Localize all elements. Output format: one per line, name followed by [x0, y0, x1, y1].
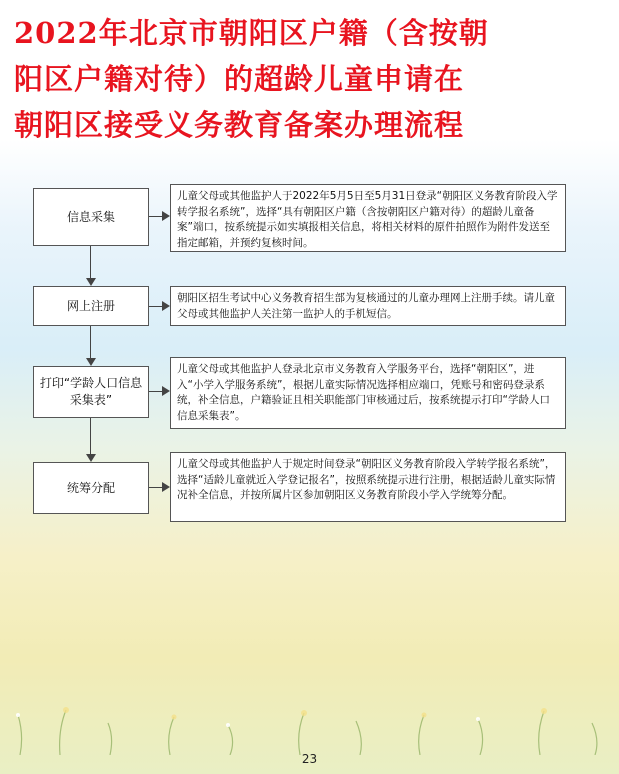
step-label: 统筹分配	[66, 480, 115, 495]
step-description: 儿童父母或其他监护人登录北京市义务教育入学服务平台，选择“朝阳区”，进入“小学入学服务系统”，根据儿童实际情况选择相应端口，凭账号和密码登录系统，补全信息，户籍验证且相关职能部门审核通过后，按系统提示打印“学龄人口信息采集表”。	[177, 363, 550, 422]
connector-line	[90, 418, 91, 454]
step-description-box	[170, 452, 566, 522]
step-box-online-registration	[33, 286, 149, 326]
step-description: 儿童父母或其他监护人于规定时间登录“朝阳区义务教育阶段入学转学报名系统”，选择“适龄儿童就近入学登记报名”，按照系统提示进行注册，根据适龄儿童实际情况补全信息，并按所属片区参加朝阳区义务教育阶段小学入学统筹分配。	[177, 458, 556, 501]
arrow-right-icon	[162, 482, 170, 492]
arrow-right-icon	[162, 386, 170, 396]
grass-decoration	[0, 695, 619, 755]
arrow-down-icon	[86, 358, 96, 366]
step-label: 信息采集	[66, 209, 115, 224]
title-line-1: 2022年北京市朝阳区户籍（含按朝	[14, 16, 489, 50]
arrow-right-icon	[162, 211, 170, 221]
connector-line	[149, 306, 163, 307]
step-label: 网上注册	[66, 298, 115, 313]
connector-line	[90, 326, 91, 358]
step-label: 打印“学龄人口信息采集表”	[39, 376, 143, 407]
connector-line	[149, 216, 163, 217]
arrow-down-icon	[86, 454, 96, 462]
connector-line	[149, 487, 163, 488]
step-description: 朝阳区招生考试中心义务教育招生部为复核通过的儿童办理网上注册手续。请儿童父母或其他监护人关注第一监护人的手机短信。	[177, 292, 555, 320]
page-number: 23	[301, 752, 318, 766]
title-line-2: 阳区户籍对待）的超龄儿童申请在	[14, 62, 465, 96]
arrow-down-icon	[86, 278, 96, 286]
step-box-info-collection	[33, 188, 149, 246]
step-description-box	[170, 357, 566, 429]
step-box-allocation	[33, 462, 149, 514]
connector-line	[90, 246, 91, 278]
step-description-box	[170, 184, 566, 252]
connector-line	[149, 391, 163, 392]
step-box-print-form	[33, 366, 149, 418]
step-description-box	[170, 286, 566, 326]
page-title	[14, 10, 609, 148]
step-description: 儿童父母或其他监护人于2022年5月5日至5月31日登录“朝阳区义务教育阶段入学转学报名系统”，选择“具有朝阳区户籍（含按朝阳区户籍对待）的超龄儿童备案”端口，按系统提示如实填报相关信息，将相关材料的原件拍照作为附件发送至指定邮箱，并预约复核时间。	[177, 190, 558, 249]
arrow-right-icon	[162, 301, 170, 311]
title-line-3: 朝阳区接受义务教育备案办理流程	[14, 108, 465, 142]
